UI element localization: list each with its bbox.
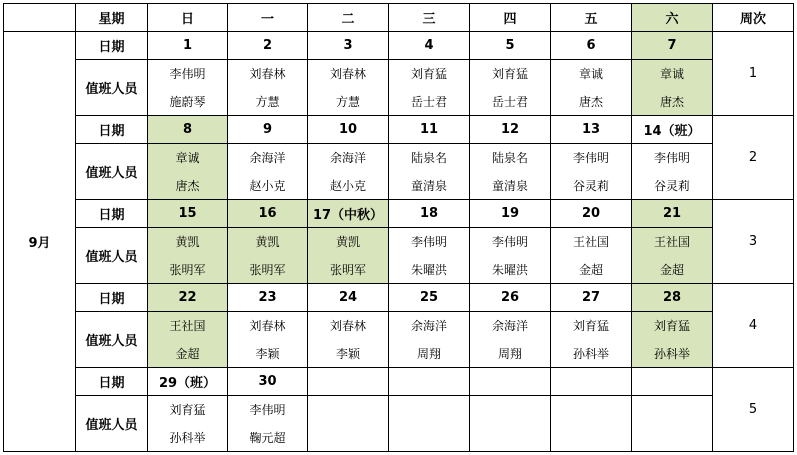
date-cell-tue: 10 [308, 116, 389, 144]
duty-secondary-tue: 方慧 [308, 88, 389, 116]
duty-primary-tue: 刘春林 [308, 312, 389, 340]
duty-secondary-wed: 朱曜洪 [389, 256, 470, 284]
month-cell: 9月 [4, 32, 76, 452]
date-cell-thu: 5 [470, 32, 551, 60]
duty-secondary-tue: 赵小克 [308, 172, 389, 200]
duty-secondary-tue [308, 424, 389, 452]
duty-secondary-tue: 李颖 [308, 340, 389, 368]
duty-primary-fri: 李伟明 [551, 144, 632, 172]
duty-row-primary [4, 396, 794, 424]
duty-row-primary [4, 228, 794, 256]
date-cell-sat: 28 [632, 284, 713, 312]
date-cell-sat: 7 [632, 32, 713, 60]
duty-primary-sat: 章诚 [632, 60, 713, 88]
week-number-cell: 3 [713, 200, 794, 284]
date-row [4, 284, 794, 312]
week-number-cell: 5 [713, 368, 794, 452]
duty-secondary-sat: 金超 [632, 256, 713, 284]
duty-primary-mon: 余海洋 [228, 144, 308, 172]
duty-schedule-table [3, 3, 794, 452]
duty-primary-tue: 黄凯 [308, 228, 389, 256]
date-cell-thu: 26 [470, 284, 551, 312]
duty-primary-wed [389, 396, 470, 424]
duty-secondary-thu: 岳士君 [470, 88, 551, 116]
duty-primary-wed: 刘育猛 [389, 60, 470, 88]
week-number-cell: 4 [713, 284, 794, 368]
duty-secondary-thu: 朱曜洪 [470, 256, 551, 284]
date-row [4, 32, 794, 60]
date-cell-thu: 19 [470, 200, 551, 228]
date-cell-tue: 3 [308, 32, 389, 60]
duty-secondary-mon: 方慧 [228, 88, 308, 116]
duty-secondary-wed [389, 424, 470, 452]
duty-primary-wed: 余海洋 [389, 312, 470, 340]
duty-secondary-wed: 周翔 [389, 340, 470, 368]
duty-primary-thu: 刘育猛 [470, 60, 551, 88]
duty-secondary-sun: 金超 [148, 340, 228, 368]
date-cell-mon: 9 [228, 116, 308, 144]
date-cell-tue: 24 [308, 284, 389, 312]
header-day-fri: 五 [551, 4, 632, 32]
date-cell-wed: 11 [389, 116, 470, 144]
duty-primary-sun: 李伟明 [148, 60, 228, 88]
header-day-sun: 日 [148, 4, 228, 32]
duty-secondary-sun: 唐杰 [148, 172, 228, 200]
duty-secondary-sat: 孙科举 [632, 340, 713, 368]
duty-secondary-fri [551, 424, 632, 452]
duty-primary-sun: 王社国 [148, 312, 228, 340]
header-day-tue: 二 [308, 4, 389, 32]
header-day-mon: 一 [228, 4, 308, 32]
week-number-cell: 2 [713, 116, 794, 200]
date-cell-tue [308, 368, 389, 396]
duty-secondary-sun: 施蔚琴 [148, 88, 228, 116]
week-number-cell: 1 [713, 32, 794, 116]
duty-label: 值班人员 [76, 396, 148, 452]
date-cell-sun: 22 [148, 284, 228, 312]
header-row [4, 4, 794, 32]
date-cell-sun: 8 [148, 116, 228, 144]
duty-secondary-wed: 岳士君 [389, 88, 470, 116]
duty-primary-sun: 章诚 [148, 144, 228, 172]
date-cell-mon: 16 [228, 200, 308, 228]
duty-row-primary [4, 312, 794, 340]
duty-label: 值班人员 [76, 312, 148, 368]
date-cell-sun: 29（班） [148, 368, 228, 396]
duty-secondary-thu: 童清泉 [470, 172, 551, 200]
date-cell-tue: 17（中秋） [308, 200, 389, 228]
duty-primary-thu: 陆泉名 [470, 144, 551, 172]
duty-secondary-sat: 唐杰 [632, 88, 713, 116]
header-week-label: 星期 [76, 4, 148, 32]
header-day-wed: 三 [389, 4, 470, 32]
header-day-thu: 四 [470, 4, 551, 32]
duty-primary-fri [551, 396, 632, 424]
date-cell-wed: 25 [389, 284, 470, 312]
corner-cell [4, 4, 76, 32]
date-label: 日期 [76, 32, 148, 60]
duty-secondary-sat: 谷灵莉 [632, 172, 713, 200]
date-label: 日期 [76, 284, 148, 312]
duty-secondary-sun: 张明军 [148, 256, 228, 284]
date-cell-fri: 13 [551, 116, 632, 144]
duty-secondary-mon: 赵小克 [228, 172, 308, 200]
date-label: 日期 [76, 116, 148, 144]
duty-primary-tue: 刘春林 [308, 60, 389, 88]
duty-secondary-mon: 张明军 [228, 256, 308, 284]
date-cell-wed: 4 [389, 32, 470, 60]
duty-primary-fri: 王社国 [551, 228, 632, 256]
date-row [4, 116, 794, 144]
duty-secondary-mon: 李颖 [228, 340, 308, 368]
date-cell-sat: 14（班） [632, 116, 713, 144]
duty-secondary-fri: 唐杰 [551, 88, 632, 116]
duty-secondary-fri: 金超 [551, 256, 632, 284]
duty-secondary-mon: 鞠元超 [228, 424, 308, 452]
date-row [4, 200, 794, 228]
duty-label: 值班人员 [76, 228, 148, 284]
date-cell-fri: 6 [551, 32, 632, 60]
date-cell-fri: 27 [551, 284, 632, 312]
date-cell-thu: 12 [470, 116, 551, 144]
duty-primary-mon: 李伟明 [228, 396, 308, 424]
header-day-sat: 六 [632, 4, 713, 32]
date-cell-sat [632, 368, 713, 396]
date-cell-mon: 2 [228, 32, 308, 60]
date-label: 日期 [76, 200, 148, 228]
duty-primary-wed: 陆泉名 [389, 144, 470, 172]
date-cell-sun: 1 [148, 32, 228, 60]
duty-primary-wed: 李伟明 [389, 228, 470, 256]
duty-primary-tue [308, 396, 389, 424]
duty-secondary-sat [632, 424, 713, 452]
duty-label: 值班人员 [76, 60, 148, 116]
duty-primary-fri: 刘育猛 [551, 312, 632, 340]
date-label: 日期 [76, 368, 148, 396]
duty-primary-sat: 刘育猛 [632, 312, 713, 340]
duty-secondary-wed: 童清泉 [389, 172, 470, 200]
duty-secondary-thu: 周翔 [470, 340, 551, 368]
duty-primary-sat: 李伟明 [632, 144, 713, 172]
duty-secondary-sun: 孙科举 [148, 424, 228, 452]
duty-primary-mon: 黄凯 [228, 228, 308, 256]
duty-secondary-fri: 孙科举 [551, 340, 632, 368]
duty-label: 值班人员 [76, 144, 148, 200]
duty-primary-tue: 余海洋 [308, 144, 389, 172]
duty-primary-fri: 章诚 [551, 60, 632, 88]
date-cell-mon: 30 [228, 368, 308, 396]
duty-primary-mon: 刘春林 [228, 60, 308, 88]
date-cell-sun: 15 [148, 200, 228, 228]
duty-secondary-tue: 张明军 [308, 256, 389, 284]
duty-primary-mon: 刘春林 [228, 312, 308, 340]
duty-primary-thu: 李伟明 [470, 228, 551, 256]
duty-primary-thu: 余海洋 [470, 312, 551, 340]
date-cell-fri: 20 [551, 200, 632, 228]
date-row [4, 368, 794, 396]
date-cell-mon: 23 [228, 284, 308, 312]
date-cell-thu [470, 368, 551, 396]
duty-row-primary [4, 60, 794, 88]
duty-primary-sun: 黄凯 [148, 228, 228, 256]
duty-primary-thu [470, 396, 551, 424]
header-week-no: 周次 [713, 4, 794, 32]
date-cell-wed [389, 368, 470, 396]
date-cell-sat: 21 [632, 200, 713, 228]
duty-primary-sat: 王社国 [632, 228, 713, 256]
duty-row-primary [4, 144, 794, 172]
date-cell-wed: 18 [389, 200, 470, 228]
duty-secondary-thu [470, 424, 551, 452]
duty-primary-sun: 刘育猛 [148, 396, 228, 424]
duty-secondary-fri: 谷灵莉 [551, 172, 632, 200]
date-cell-fri [551, 368, 632, 396]
duty-primary-sat [632, 396, 713, 424]
